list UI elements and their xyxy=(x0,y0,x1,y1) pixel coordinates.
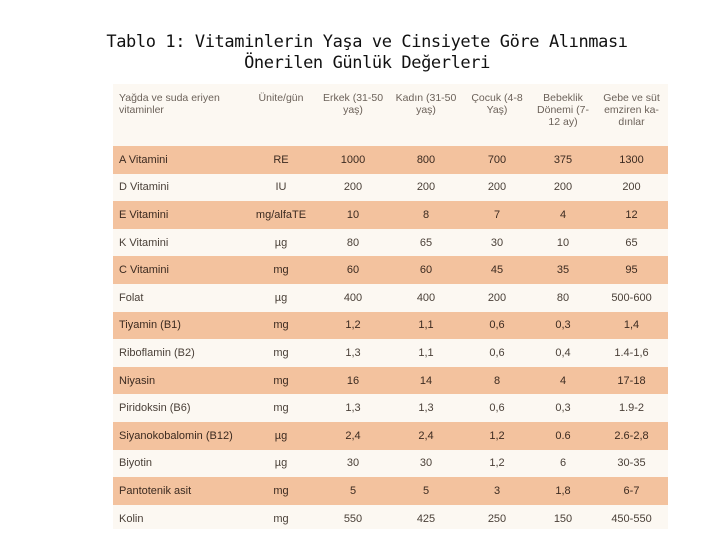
male-value-cell: 400 xyxy=(343,291,363,304)
female-value-cell: 65 xyxy=(419,236,433,249)
pregnant-value-cell: 30-35 xyxy=(617,457,646,470)
pregnant-value-cell: 200 xyxy=(622,181,641,194)
female-value-cell: 8 xyxy=(389,201,463,229)
female-value-cell: 5 xyxy=(389,477,463,505)
infant-value-cell: 0,4 xyxy=(555,346,571,359)
unit-cell: mg xyxy=(245,312,317,340)
vitamin-name-cell: Folat xyxy=(119,291,144,304)
header-pregnant: Gebe ve süt emziren ka-dınlar xyxy=(603,92,660,128)
vitamin-name-cell: D Vitamini xyxy=(119,181,169,194)
header-unit: Ünite/gün xyxy=(258,92,304,104)
male-value-cell: 550 xyxy=(343,512,363,525)
vitamin-name-cell: Tiyamin (B1) xyxy=(113,312,245,340)
female-value-cell: 2,4 xyxy=(389,422,463,450)
male-value-cell: 30 xyxy=(346,457,360,470)
infant-value-cell: 4 xyxy=(531,201,595,229)
male-value-cell: 10 xyxy=(317,201,389,229)
table-row xyxy=(113,367,668,395)
pregnant-value-cell: 500-600 xyxy=(611,291,652,304)
vitamin-name-cell: Siyanokobalomin (B12) xyxy=(113,422,245,450)
unit-cell: µg xyxy=(274,457,288,470)
vitamin-name-cell: Piridoksin (B6) xyxy=(119,402,191,415)
child-value-cell: 45 xyxy=(463,256,531,284)
male-value-cell: 2,4 xyxy=(317,422,389,450)
female-value-cell: 60 xyxy=(389,256,463,284)
female-value-cell: 1,1 xyxy=(389,312,463,340)
child-value-cell: 1,2 xyxy=(463,422,531,450)
infant-value-cell: 375 xyxy=(531,146,595,174)
table-row xyxy=(113,477,668,505)
infant-value-cell: 6 xyxy=(559,457,567,470)
female-value-cell: 30 xyxy=(419,457,433,470)
male-value-cell: 60 xyxy=(317,256,389,284)
table-row xyxy=(113,284,668,312)
female-value-cell: 800 xyxy=(389,146,463,174)
vitamin-name-cell: Riboflamin (B2) xyxy=(119,346,195,359)
table-row xyxy=(113,146,668,174)
header-vitamin: Yağda ve suda eriyen vitaminler xyxy=(119,92,220,116)
table-row xyxy=(113,201,668,229)
infant-value-cell: 0,3 xyxy=(555,402,571,415)
pregnant-value-cell: 95 xyxy=(595,256,668,284)
unit-cell: mg xyxy=(273,346,289,359)
child-value-cell: 200 xyxy=(487,291,507,304)
unit-cell: mg/alfaTE xyxy=(245,201,317,229)
table-row xyxy=(113,229,668,257)
table-row xyxy=(113,339,668,367)
vitamin-name-cell: A Vitamini xyxy=(113,146,245,174)
vitamin-name-cell: Biyotin xyxy=(119,457,153,470)
unit-cell: mg xyxy=(245,256,317,284)
pregnant-value-cell: 450-550 xyxy=(611,512,652,525)
title-line-1: Tablo 1: Vitaminlerin Yaşa ve Cinsiyete Göre Alınması xyxy=(106,32,628,52)
pregnant-value-cell: 1,4 xyxy=(595,312,668,340)
infant-value-cell: 1,8 xyxy=(531,477,595,505)
unit-cell: µg xyxy=(274,236,288,249)
infant-value-cell: 200 xyxy=(553,181,573,194)
unit-cell: mg xyxy=(245,367,317,395)
child-value-cell: 250 xyxy=(487,512,507,525)
header-row xyxy=(113,84,668,146)
child-value-cell: 7 xyxy=(463,201,531,229)
infant-value-cell: 150 xyxy=(553,512,573,525)
header-male: Erkek (31-50 yaş) xyxy=(322,92,384,116)
child-value-cell: 0,6 xyxy=(463,312,531,340)
male-value-cell: 1000 xyxy=(317,146,389,174)
table-row xyxy=(113,394,668,422)
pregnant-value-cell: 1300 xyxy=(595,146,668,174)
female-value-cell: 425 xyxy=(416,512,436,525)
table-row xyxy=(113,422,668,450)
table-row xyxy=(113,450,668,478)
pregnant-value-cell: 12 xyxy=(595,201,668,229)
infant-value-cell: 0,3 xyxy=(531,312,595,340)
unit-cell: IU xyxy=(275,181,287,194)
male-value-cell: 1,2 xyxy=(317,312,389,340)
infant-value-cell: 4 xyxy=(531,367,595,395)
vitamin-table xyxy=(113,84,668,529)
child-value-cell: 3 xyxy=(463,477,531,505)
unit-cell: mg xyxy=(273,402,289,415)
table-row xyxy=(113,505,668,529)
unit-cell: RE xyxy=(245,146,317,174)
pregnant-value-cell: 1.4-1,6 xyxy=(614,346,649,359)
header-child: Çocuk (4-8 Yaş) xyxy=(471,92,523,116)
child-value-cell: 200 xyxy=(487,181,507,194)
title-line-2: Önerilen Günlük Değerleri xyxy=(244,53,490,73)
header-female: Kadın (31-50 yaş) xyxy=(395,92,457,116)
pregnant-value-cell: 17-18 xyxy=(595,367,668,395)
male-value-cell: 200 xyxy=(343,181,363,194)
infant-value-cell: 10 xyxy=(556,236,570,249)
infant-value-cell: 80 xyxy=(556,291,570,304)
table-row xyxy=(113,312,668,340)
unit-cell: mg xyxy=(245,477,317,505)
female-value-cell: 1,1 xyxy=(418,346,434,359)
female-value-cell: 14 xyxy=(389,367,463,395)
child-value-cell: 0,6 xyxy=(489,346,505,359)
pregnant-value-cell: 2.6-2,8 xyxy=(595,422,668,450)
unit-cell: mg xyxy=(273,512,289,525)
table-title xyxy=(0,32,720,74)
infant-value-cell: 35 xyxy=(531,256,595,284)
vitamin-name-cell: C Vitamini xyxy=(113,256,245,284)
vitamin-name-cell: E Vitamini xyxy=(113,201,245,229)
pregnant-value-cell: 1.9-2 xyxy=(618,402,645,415)
table-body xyxy=(113,146,668,529)
child-value-cell: 1,2 xyxy=(489,457,505,470)
pregnant-value-cell: 65 xyxy=(625,236,638,249)
child-value-cell: 700 xyxy=(463,146,531,174)
child-value-cell: 0,6 xyxy=(489,402,505,415)
vitamin-name-cell: Kolin xyxy=(119,512,144,525)
child-value-cell: 8 xyxy=(463,367,531,395)
male-value-cell: 16 xyxy=(317,367,389,395)
unit-cell: µg xyxy=(245,422,317,450)
female-value-cell: 200 xyxy=(416,181,436,194)
table-row xyxy=(113,174,668,202)
male-value-cell: 1,3 xyxy=(345,346,361,359)
pregnant-value-cell: 6-7 xyxy=(595,477,668,505)
vitamin-name-cell: Pantotenik asit xyxy=(113,477,245,505)
female-value-cell: 400 xyxy=(416,291,436,304)
vitamin-name-cell: Niyasin xyxy=(113,367,245,395)
infant-value-cell: 0.6 xyxy=(531,422,595,450)
female-value-cell: 1,3 xyxy=(418,402,434,415)
unit-cell: µg xyxy=(274,291,288,304)
male-value-cell: 80 xyxy=(346,236,360,249)
vitamin-table-image xyxy=(113,84,668,529)
male-value-cell: 1,3 xyxy=(345,402,361,415)
child-value-cell: 30 xyxy=(490,236,504,249)
header-infant: Bebeklik Dönemi (7-12 ay) xyxy=(537,92,589,128)
table-row xyxy=(113,256,668,284)
male-value-cell: 5 xyxy=(317,477,389,505)
vitamin-name-cell: K Vitamini xyxy=(119,236,169,249)
